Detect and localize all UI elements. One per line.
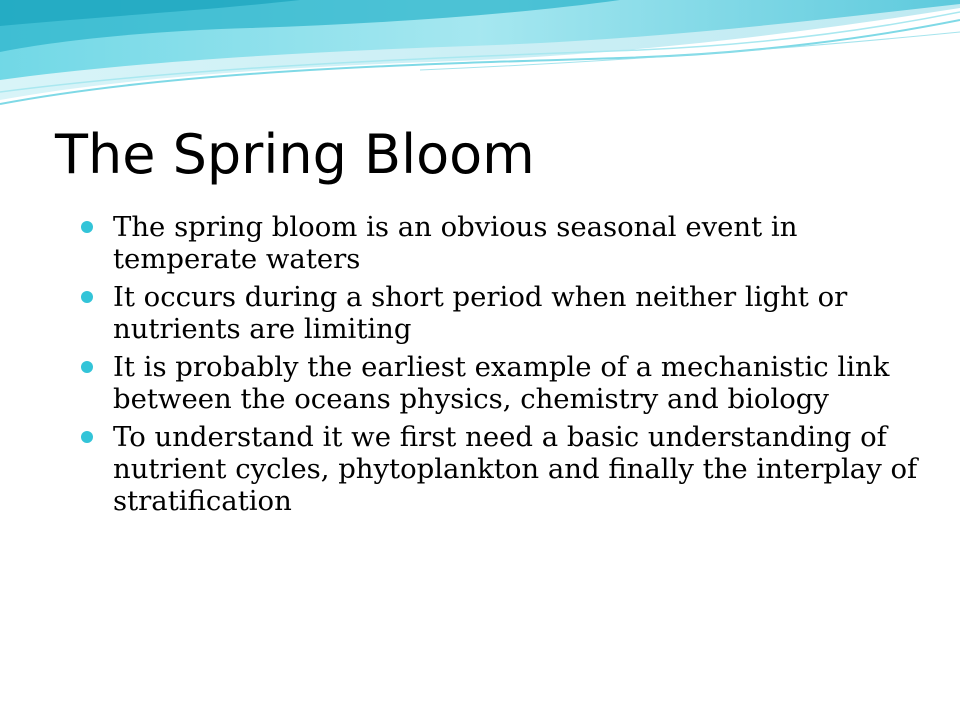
bullet-text: To understand it we first need a basic understanding of nutrient cycles, phytoplankton and finally the interplay of stratification (113, 421, 918, 517)
bullet-dot-icon (81, 221, 93, 233)
bullet-list (80, 211, 940, 523)
bullet-dot-icon (81, 431, 93, 443)
bullet-dot-icon (81, 361, 93, 373)
slide-title: The Spring Bloom (55, 123, 535, 186)
bullet-item (80, 281, 940, 345)
bullet-text: The spring bloom is an obvious seasonal event in temperate waters (113, 211, 798, 275)
bullet-text: It occurs during a short period when neither light or nutrients are limiting (113, 281, 848, 345)
bullet-item (80, 421, 940, 517)
bullet-item (80, 351, 940, 415)
bullet-dot-icon (81, 291, 93, 303)
bullet-item (80, 211, 940, 275)
wave-header-decoration (0, 0, 960, 110)
bullet-text: It is probably the earliest example of a mechanistic link between the oceans physics, chemistry and biology (113, 351, 890, 415)
